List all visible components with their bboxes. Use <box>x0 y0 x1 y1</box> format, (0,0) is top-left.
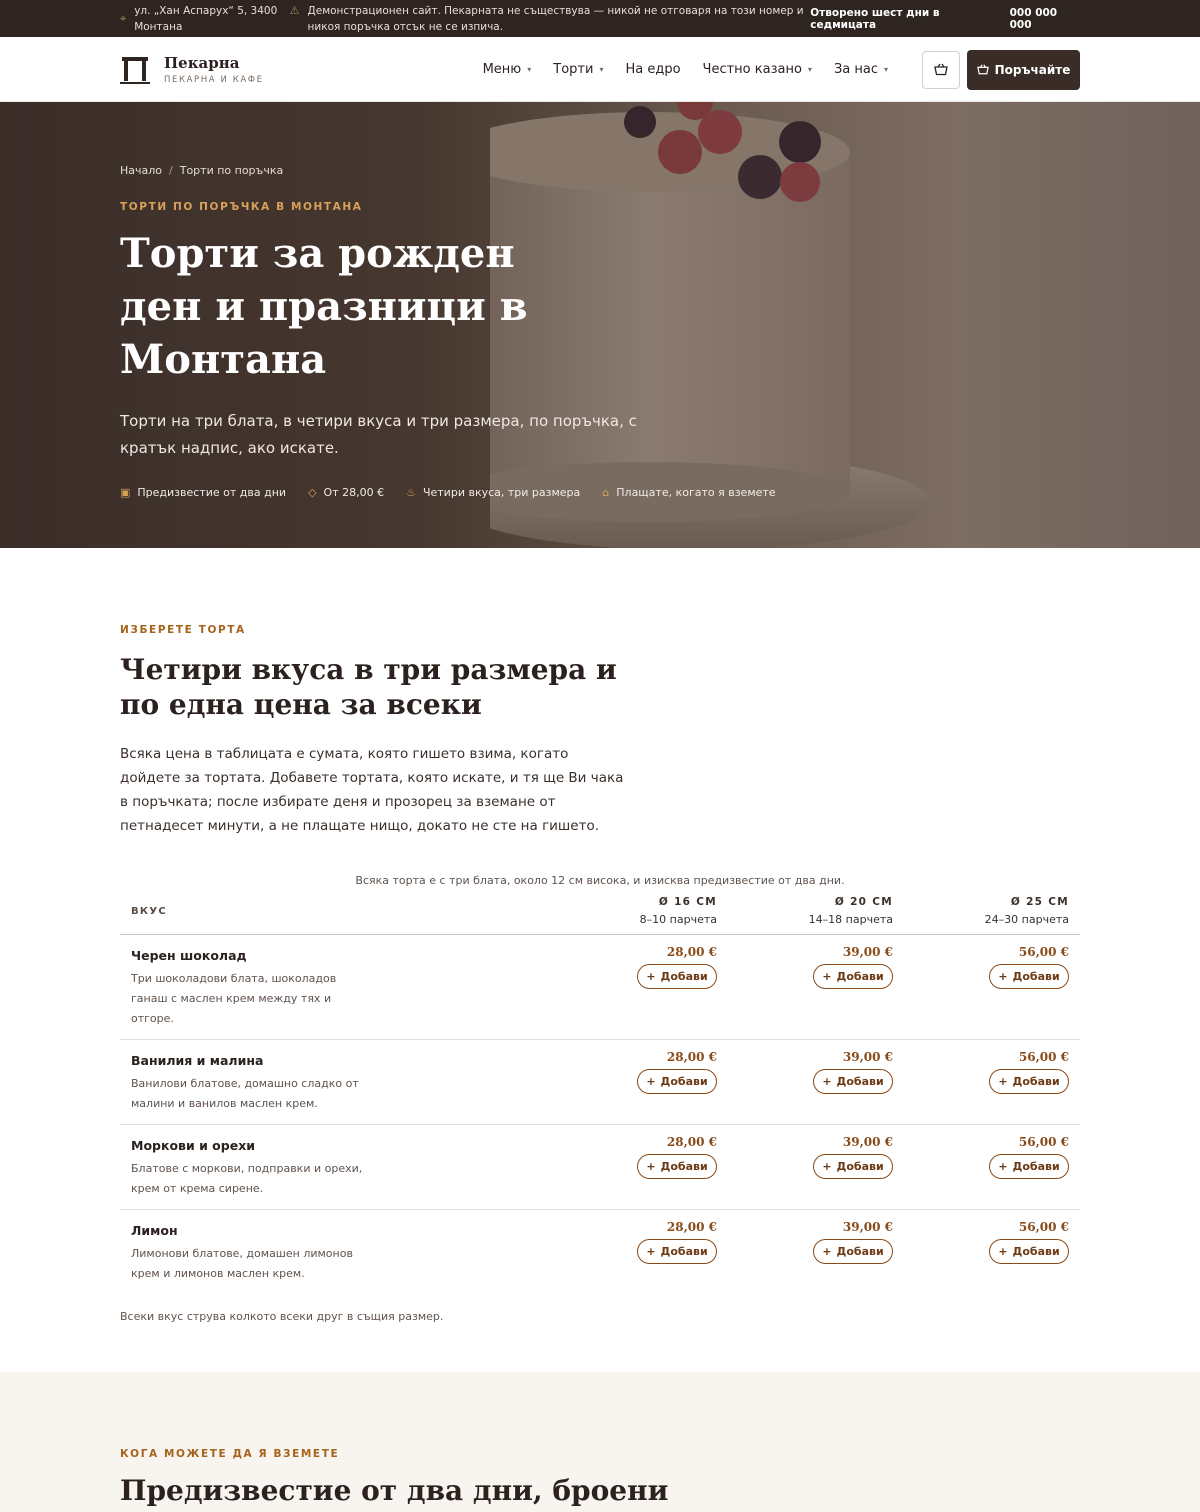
table-row <box>120 935 1080 1040</box>
flavour-description: Ванилови блатове, домашно сладко от малини и ванилов маслен крем. <box>131 1077 359 1110</box>
feature-flavours <box>406 486 580 499</box>
price: 39,00 € <box>842 1220 893 1234</box>
table-row <box>120 1210 1080 1295</box>
add-button-label: Добави <box>660 1245 708 1258</box>
column-header-size <box>728 896 904 935</box>
flavour-description: Три шоколадови блата, шоколадов ганаш с маслен крем между тях и отгоре. <box>131 972 337 1025</box>
nav-item-label: На едро <box>625 62 681 77</box>
nav-item-about[interactable] <box>834 62 888 77</box>
add-button-label: Добави <box>836 1160 884 1173</box>
add-to-order-button[interactable] <box>637 1154 717 1179</box>
basket-icon <box>977 64 989 75</box>
plus-icon: + <box>822 1160 832 1173</box>
chevron-down-icon: ▾ <box>599 65 604 74</box>
flavour-cell <box>120 1210 552 1295</box>
nav-item-label: Честно казано <box>702 62 802 77</box>
feature-label: От 28,00 € <box>323 486 385 499</box>
price: 39,00 € <box>842 945 893 959</box>
size-portions: 24–30 парчета <box>984 913 1069 926</box>
pricing-eyebrow: ИЗБЕРЕТЕ ТОРТА <box>120 624 246 636</box>
pin-icon: ⌖ <box>120 11 127 25</box>
nav-item-label: За нас <box>833 62 878 77</box>
add-button-label: Добави <box>1012 970 1060 983</box>
opening-hours: Отворено шест дни в седмицата <box>810 6 940 31</box>
add-button-label: Добави <box>660 970 708 983</box>
brand-tagline: ПЕКАРНА И КАФЕ <box>164 75 264 85</box>
address <box>120 3 290 35</box>
plus-icon: + <box>998 970 1008 983</box>
plus-icon: + <box>998 1245 1008 1258</box>
column-header-flavour: ВКУС <box>120 896 552 935</box>
plus-icon: + <box>822 970 832 983</box>
breadcrumb-home[interactable]: Начало <box>120 164 163 177</box>
plus-icon: + <box>998 1075 1008 1088</box>
site-header <box>0 37 1200 102</box>
cart-button[interactable] <box>922 51 960 89</box>
page-title: Торти за рожден ден и празници в Монтана <box>120 230 528 383</box>
basket-icon: ⌂ <box>602 486 610 499</box>
flavour-description: Лимонови блатове, домашен лимонов крем и лимонов маслен крем. <box>131 1247 353 1280</box>
nav-item-wholesale[interactable] <box>625 62 680 77</box>
flavour-name: Лимон <box>131 1223 178 1238</box>
plus-icon: + <box>822 1245 832 1258</box>
size-diameter: Ø 25 СМ <box>1010 896 1069 908</box>
pickup-eyebrow: КОГА МОЖЕТЕ ДА Я ВЗЕМЕТЕ <box>120 1448 340 1460</box>
price-cell <box>552 935 728 1040</box>
price-cell <box>728 935 904 1040</box>
price-cell <box>904 935 1080 1040</box>
add-to-order-button[interactable] <box>989 964 1069 989</box>
hero-eyebrow: ТОРТИ ПО ПОРЪЧКА В МОНТАНА <box>120 201 363 213</box>
price: 39,00 € <box>842 1050 893 1064</box>
add-to-order-button[interactable] <box>813 964 893 989</box>
price-cell <box>552 1040 728 1125</box>
add-to-order-button[interactable] <box>637 1239 717 1264</box>
order-button[interactable] <box>967 50 1080 90</box>
demo-notice-text: Демонстрационен сайт. Пекарната не съществува — никой не отговаря на този номер и никоя поръчка отсък не се изпича. <box>307 4 804 33</box>
plus-icon: + <box>998 1160 1008 1173</box>
pricing-title: Четири вкуса в три размера и по една цена за всеки <box>120 653 617 721</box>
table-row <box>120 1040 1080 1125</box>
hero <box>0 102 1200 548</box>
pricing-section <box>0 548 1200 1323</box>
price-cell <box>904 1210 1080 1295</box>
plus-icon: + <box>646 1075 656 1088</box>
feature-payment <box>602 486 775 499</box>
price: 56,00 € <box>1018 1050 1069 1064</box>
price: 39,00 € <box>842 1135 893 1149</box>
flavour-cell <box>120 1040 552 1125</box>
brand-name: Пекарна <box>164 54 240 72</box>
feature-label: Четири вкуса, три размера <box>422 486 581 499</box>
top-bar <box>0 0 1200 37</box>
pickup-section <box>0 1372 1200 1512</box>
size-diameter: Ø 16 СМ <box>658 896 717 908</box>
price-cell <box>904 1040 1080 1125</box>
table-caption: Всяка торта е с три блата, около 12 см висока, и изисква предизвестие от два дни. <box>355 874 845 887</box>
size-diameter: Ø 20 СМ <box>834 896 893 908</box>
flavour-description: Блатове с моркови, подправки и орехи, крем от крема сирене. <box>131 1162 363 1195</box>
add-button-label: Добави <box>660 1075 708 1088</box>
price: 56,00 € <box>1018 1220 1069 1234</box>
add-to-order-button[interactable] <box>813 1069 893 1094</box>
feature-price <box>308 486 384 499</box>
warning-icon: ⚠ <box>289 3 300 17</box>
price: 56,00 € <box>1018 1135 1069 1149</box>
cake-icon: ♨ <box>406 486 416 499</box>
add-to-order-button[interactable] <box>813 1154 893 1179</box>
size-portions: 8–10 парчета <box>639 913 717 926</box>
nav-item-cakes[interactable] <box>553 62 603 77</box>
price-table <box>120 896 1080 1294</box>
price-cell <box>552 1210 728 1295</box>
breadcrumb-separator: / <box>169 164 173 177</box>
hero-lead: Торти на три блата, в четири вкуса и три размера, по поръчка, с кратък надпис, ако искате. <box>120 412 637 457</box>
add-button-label: Добави <box>836 970 884 983</box>
feature-label: Плащате, когато я вземете <box>616 486 776 499</box>
price-cell <box>728 1125 904 1210</box>
chevron-down-icon: ▾ <box>883 65 888 74</box>
logo-mark-icon <box>120 54 150 86</box>
nav-item-menu[interactable] <box>483 62 532 77</box>
add-button-label: Добави <box>660 1160 708 1173</box>
price: 28,00 € <box>666 945 717 959</box>
plus-icon: + <box>646 970 656 983</box>
chevron-down-icon: ▾ <box>527 65 532 74</box>
order-button-label: Поръчайте <box>994 62 1071 77</box>
price-cell <box>728 1040 904 1125</box>
breadcrumb <box>120 164 1080 177</box>
nav-item-honestly[interactable] <box>703 62 812 77</box>
contact-info <box>810 7 1080 31</box>
flavour-name: Ванилия и малина <box>131 1053 264 1068</box>
hero-features <box>120 486 1080 499</box>
address-text: ул. „Хан Аспарух“ 5, 3400 Монтана <box>134 4 278 33</box>
add-to-order-button[interactable] <box>637 964 717 989</box>
demo-notice <box>290 3 811 35</box>
add-button-label: Добави <box>1012 1075 1060 1088</box>
add-to-order-button[interactable] <box>637 1069 717 1094</box>
calendar-icon: ▣ <box>120 486 131 499</box>
price: 28,00 € <box>666 1050 717 1064</box>
add-to-order-button[interactable] <box>989 1239 1069 1264</box>
main-nav <box>483 62 888 77</box>
add-button-label: Добави <box>1012 1160 1060 1173</box>
flavour-cell <box>120 1125 552 1210</box>
table-header-row <box>120 896 1080 935</box>
column-header-size <box>552 896 728 935</box>
price: 28,00 € <box>666 1220 717 1234</box>
add-button-label: Добави <box>836 1245 884 1258</box>
feature-label: Предизвестие от два дни <box>137 486 287 499</box>
column-header-size <box>904 896 1080 935</box>
price: 56,00 € <box>1018 945 1069 959</box>
price-cell <box>904 1125 1080 1210</box>
add-to-order-button[interactable] <box>989 1069 1069 1094</box>
flavour-cell <box>120 935 552 1040</box>
flavour-name: Черен шоколад <box>131 948 247 963</box>
plus-icon: + <box>646 1245 656 1258</box>
pricing-lead: Всяка цена в таблицата е сумата, която гишето взима, когато дойдете за тортата. Добавете тортата, която искате, и тя ще Ви чака в поръчката; после избирате деня и прозорец за вземане от петнадесет минути, а не плащате нищо, докато не сте на гишето. <box>120 746 624 834</box>
add-button-label: Добави <box>836 1075 884 1088</box>
nav-item-label: Торти <box>553 62 594 77</box>
basket-icon <box>934 63 948 76</box>
add-to-order-button[interactable] <box>813 1239 893 1264</box>
table-footnote: Всеки вкус струва колкото всеки друг в същия размер. <box>120 1310 444 1323</box>
tag-icon: ◇ <box>308 486 317 499</box>
price-cell <box>728 1210 904 1295</box>
breadcrumb-current: Торти по поръчка <box>179 164 284 177</box>
chevron-down-icon: ▾ <box>807 65 812 74</box>
flavour-name: Моркови и орехи <box>131 1138 256 1153</box>
nav-item-label: Меню <box>482 62 522 77</box>
table-row <box>120 1125 1080 1210</box>
logo[interactable] <box>120 54 264 86</box>
phone-link[interactable]: 000 000 000 <box>1009 6 1058 31</box>
pickup-title: Предизвестие от два дни, броени <box>120 1474 669 1507</box>
feature-notice <box>120 486 286 499</box>
plus-icon: + <box>646 1160 656 1173</box>
add-to-order-button[interactable] <box>989 1154 1069 1179</box>
price: 28,00 € <box>666 1135 717 1149</box>
add-button-label: Добави <box>1012 1245 1060 1258</box>
plus-icon: + <box>822 1075 832 1088</box>
size-portions: 14–18 парчета <box>808 913 893 926</box>
price-cell <box>552 1125 728 1210</box>
